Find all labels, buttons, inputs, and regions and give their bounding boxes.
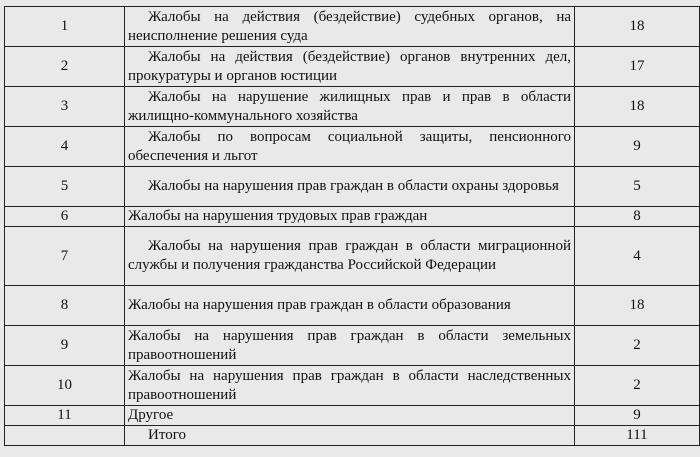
table-row <box>5 227 700 286</box>
row-description <box>125 167 575 207</box>
row-description <box>125 326 575 366</box>
row-description-text: Жалобы на действия (бездействие) судебных органов, на неисполнение решения суда <box>128 8 571 44</box>
row-description-text: Жалобы на нарушения прав граждан в области образования <box>128 297 511 313</box>
row-number: 7 <box>5 227 125 286</box>
row-count: 17 <box>575 47 700 87</box>
table-row <box>5 47 700 87</box>
row-description <box>125 207 575 227</box>
row-description <box>125 227 575 286</box>
table-row <box>5 127 700 167</box>
row-count: 8 <box>575 207 700 227</box>
total-count: 111 <box>575 426 700 446</box>
complaints-table <box>4 6 700 446</box>
row-count: 2 <box>575 366 700 406</box>
table-row <box>5 167 700 207</box>
row-number: 8 <box>5 286 125 326</box>
row-description <box>125 87 575 127</box>
total-label-text: Итого <box>148 427 186 443</box>
row-description-text: Другое <box>128 407 174 423</box>
row-description-text: Жалобы на нарушение жилищных прав и прав в области жилищно-коммунального хозяйства <box>128 88 571 124</box>
row-description-text: Жалобы на нарушения прав граждан в области миграционной службы и получения гражданства Российской Федерации <box>128 238 571 273</box>
table-row <box>5 7 700 47</box>
row-count: 5 <box>575 167 700 207</box>
table-row <box>5 406 700 426</box>
row-description-text: Жалобы на нарушения прав граждан в области охраны здоровья <box>148 178 559 194</box>
row-number: 6 <box>5 207 125 227</box>
row-description <box>125 7 575 47</box>
row-count: 9 <box>575 127 700 167</box>
table-row <box>5 87 700 127</box>
row-description-text: Жалобы на нарушения трудовых прав граждан <box>128 208 428 224</box>
total-row <box>5 426 700 446</box>
row-description <box>125 406 575 426</box>
row-description-text: Жалобы на нарушения прав граждан в области наследственных правоотношений <box>128 367 571 403</box>
row-number: 1 <box>5 7 125 47</box>
row-count: 18 <box>575 7 700 47</box>
row-count: 18 <box>575 286 700 326</box>
total-number <box>5 426 125 446</box>
table-row <box>5 366 700 406</box>
row-count: 4 <box>575 227 700 286</box>
row-description <box>125 366 575 406</box>
table-row <box>5 207 700 227</box>
row-number: 4 <box>5 127 125 167</box>
row-count: 2 <box>575 326 700 366</box>
row-number: 11 <box>5 406 125 426</box>
row-number: 10 <box>5 366 125 406</box>
row-description <box>125 127 575 167</box>
row-count: 18 <box>575 87 700 127</box>
table-row <box>5 286 700 326</box>
row-description-text: Жалобы на нарушения прав граждан в области земельных правоотношений <box>128 327 571 363</box>
row-description <box>125 47 575 87</box>
row-count: 9 <box>575 406 700 426</box>
row-description-text: Жалобы по вопросам социальной защиты, пенсионного обеспечения и льгот <box>128 128 571 164</box>
row-description-text: Жалобы на действия (бездействие) органов внутренних дел, прокуратуры и органов юстиции <box>128 48 571 84</box>
row-number: 3 <box>5 87 125 127</box>
table-row <box>5 326 700 366</box>
row-description <box>125 286 575 326</box>
row-number: 5 <box>5 167 125 207</box>
total-label <box>125 426 575 446</box>
row-number: 2 <box>5 47 125 87</box>
row-number: 9 <box>5 326 125 366</box>
